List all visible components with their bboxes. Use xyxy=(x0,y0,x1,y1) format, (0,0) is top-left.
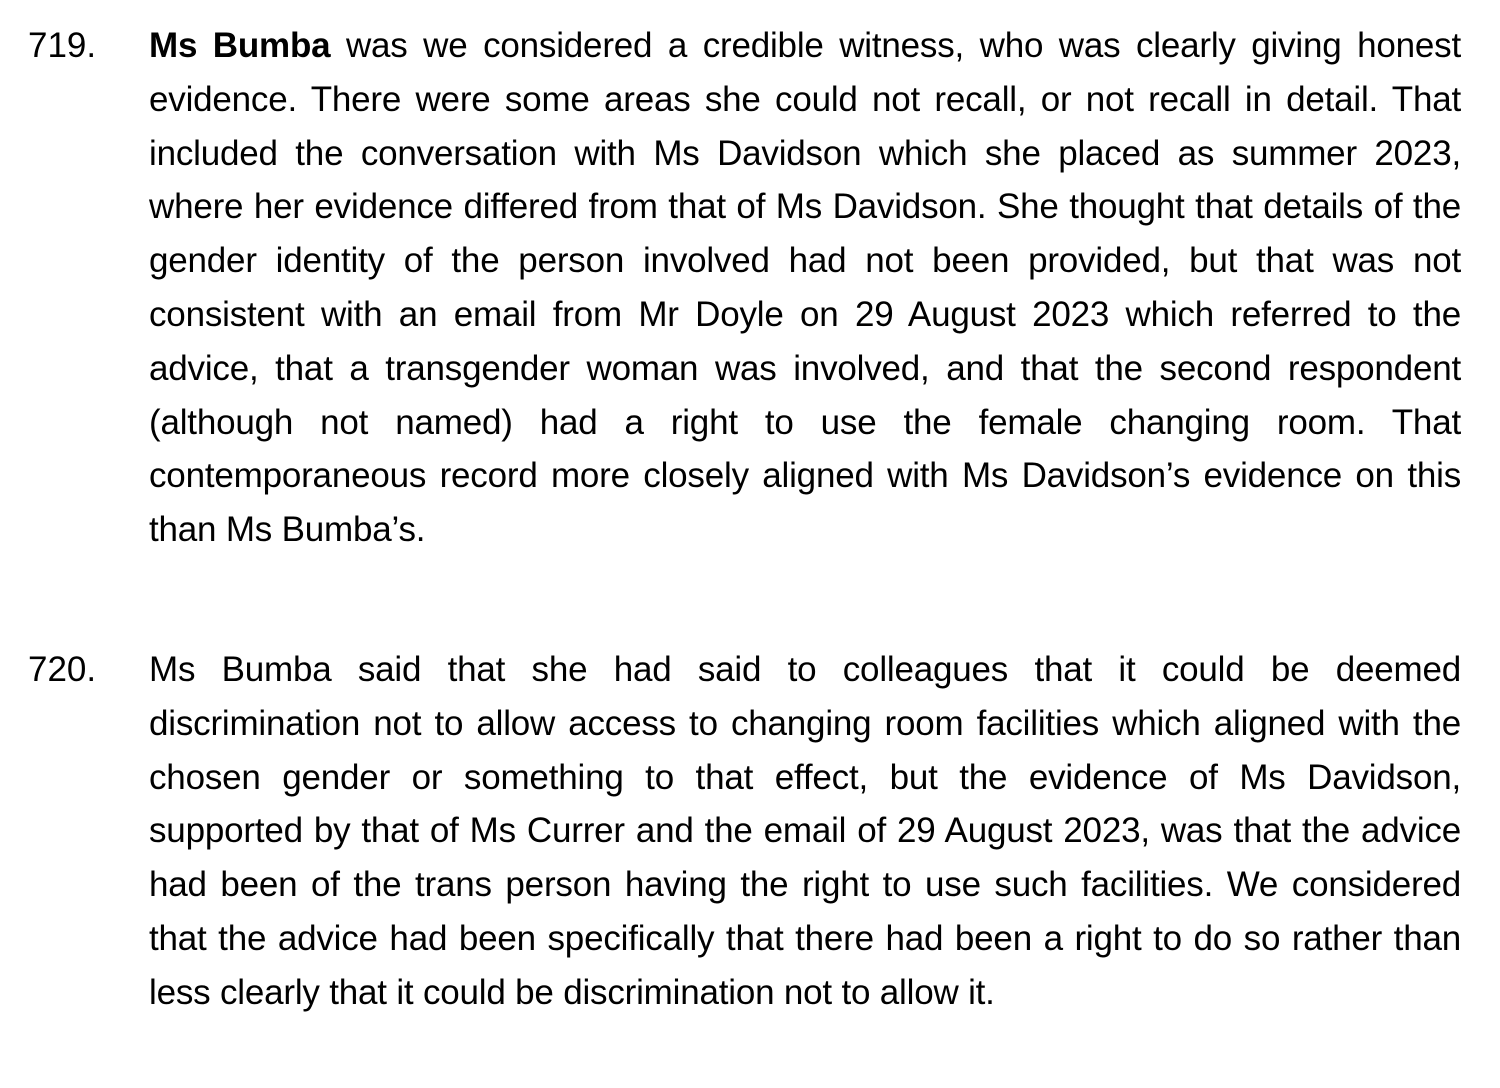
paragraph-body: Ms Bumba said that she had said to colleagues that it could be deemed discrimination not to allow access to changing room facilities which aligned with the chosen gender or something to that effect, but the evidence of Ms Davidson, supported by that of Ms Currer and the email of 29 August 2023, was that the advice had been of the trans person having the right to use such facilities. We considered that the advice had been specifically that there had been a right to do so rather than less clearly that it could be discrimination not to allow it. xyxy=(149,650,1461,1012)
paragraph-text xyxy=(149,643,1461,1020)
paragraph-lead-bold: Ms Bumba xyxy=(149,26,331,65)
paragraph-number: 720. xyxy=(28,650,97,689)
paragraph-text xyxy=(149,19,1461,557)
paragraph-body: was we considered a credible witness, who was clearly giving honest evidence. There were some areas she could not recall, or not recall in detail. That included the conversation with Ms Davidson which she placed as summer 2023, where her evidence differed from that of Ms Davidson. She thought that details of the gender identity of the person involved had not been provided, but that was not consistent with an email from Mr Doyle on 29 August 2023 which referred to the advice, that a transgender woman was involved, and that the second respondent (although not named) had a right to use the female changing room. That contemporaneous record more closely aligned with Ms Davidson’s evidence on this than Ms Bumba’s. xyxy=(149,26,1461,550)
paragraph-number: 719. xyxy=(28,26,97,65)
